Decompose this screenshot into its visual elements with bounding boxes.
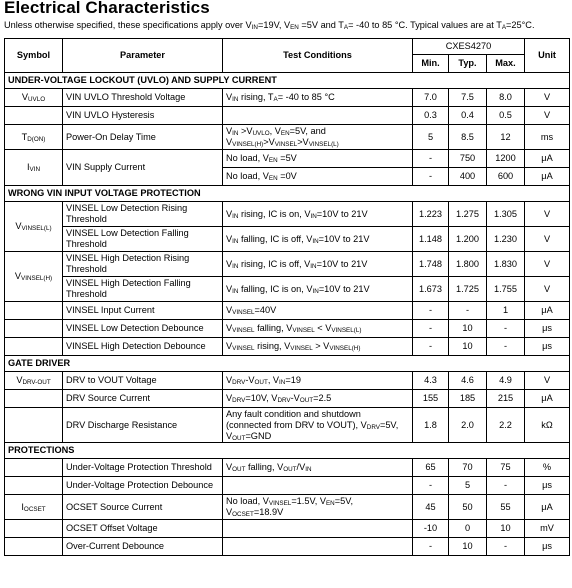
conditions-cell: $V_{OUT}$ falling, $V_{OUT}/V_{IN}$ <box>223 459 413 477</box>
max-cell: - <box>487 477 525 495</box>
min-cell: 1.748 <box>413 252 449 277</box>
min-cell: - <box>413 338 449 356</box>
unit-cell: V <box>525 372 570 390</box>
typ-cell: 2.0 <box>449 408 487 443</box>
section-title: UNDER-VOLTAGE LOCKOUT (UVLO) AND SUPPLY CURRENT <box>5 73 570 89</box>
min-cell: - <box>413 477 449 495</box>
max-cell: 600 <box>487 168 525 186</box>
parameter-cell: VIN UVLO Hysteresis <box>63 107 223 125</box>
typ-cell: - <box>449 302 487 320</box>
typ-cell: 10 <box>449 320 487 338</box>
min-cell: - <box>413 302 449 320</box>
conditions-cell: $V_{IN}$ rising, IC is off, $V_{IN}=10V$ to 21V <box>223 252 413 277</box>
min-cell: 0.3 <box>413 107 449 125</box>
parameter-cell: VINSEL High Detection Debounce <box>63 338 223 356</box>
symbol-cell <box>5 107 63 125</box>
device-header: CXES4270 <box>413 39 525 55</box>
max-cell: 75 <box>487 459 525 477</box>
min-cell: - <box>413 538 449 556</box>
table-row <box>5 390 570 408</box>
max-cell: 55 <box>487 495 525 520</box>
typ-cell: 750 <box>449 150 487 168</box>
conditions-cell: $V_{DRV}=10V$, $V_{DRV}-V_{OUT}=2.5$ <box>223 390 413 408</box>
typ-cell: 10 <box>449 338 487 356</box>
typ-cell: 50 <box>449 495 487 520</box>
min-cell: 1.673 <box>413 277 449 302</box>
min-cell: 45 <box>413 495 449 520</box>
typ-cell: 7.5 <box>449 89 487 107</box>
max-cell: 10 <box>487 520 525 538</box>
table-row <box>5 125 570 150</box>
symbol-cell <box>5 390 63 408</box>
parameter-cell: DRV Source Current <box>63 390 223 408</box>
typ-cell: 4.6 <box>449 372 487 390</box>
symbol-cell: $V_{VINSEL(H)}$ <box>5 252 63 302</box>
symbol-cell <box>5 320 63 338</box>
unit-cell: V <box>525 202 570 227</box>
conditions-cell: $V_{IN} >V_{UVLO}$, $V_{EN}=5V$, and $V_{VINSEL(H)}>V_{VINSEL}>V_{VINSEL(L)}$ <box>223 125 413 150</box>
unit-cell: μA <box>525 495 570 520</box>
table-row <box>5 302 570 320</box>
parameter-cell: VINSEL High Detection Rising Threshold <box>63 252 223 277</box>
typ-cell: 1.275 <box>449 202 487 227</box>
typ-cell: 8.5 <box>449 125 487 150</box>
conditions-cell: No load, $V_{EN} =5V$ <box>223 150 413 168</box>
table-row <box>5 277 570 302</box>
section-protections <box>5 443 570 459</box>
unit-cell: μA <box>525 150 570 168</box>
max-cell: - <box>487 338 525 356</box>
conditions-cell: $V_{DRV}-V_{OUT}$, $V_{IN}=19$ <box>223 372 413 390</box>
min-cell: - <box>413 320 449 338</box>
parameter-cell: OCSET Source Current <box>63 495 223 520</box>
unit-cell: % <box>525 459 570 477</box>
symbol-cell: $T_{D(ON)}$ <box>5 125 63 150</box>
col-symbol-header: Symbol <box>5 39 63 73</box>
col-parameter-header: Parameter <box>63 39 223 73</box>
conditions-cell: $V_{IN}$ rising, $T_A= -40$ to 85 °C <box>223 89 413 107</box>
max-cell: 2.2 <box>487 408 525 443</box>
max-cell: 215 <box>487 390 525 408</box>
parameter-cell: Under-Voltage Protection Debounce <box>63 477 223 495</box>
conditions-cell: $V_{IN}$ rising, IC is on, $V_{IN}=10V$ to 21V <box>223 202 413 227</box>
max-cell: - <box>487 320 525 338</box>
parameter-cell: VIN UVLO Threshold Voltage <box>63 89 223 107</box>
max-cell: 8.0 <box>487 89 525 107</box>
page-title: Electrical Characteristics <box>4 0 210 17</box>
table-row <box>5 202 570 227</box>
max-cell: 1.830 <box>487 252 525 277</box>
section-title: WRONG VIN INPUT VOLTAGE PROTECTION <box>5 186 570 202</box>
typ-cell: 0.4 <box>449 107 487 125</box>
symbol-cell: $V_{UVLO}$ <box>5 89 63 107</box>
conditions-cell: $V_{IN}$ falling, IC is on, $V_{IN}=10V$ to 21V <box>223 277 413 302</box>
typ-cell: 185 <box>449 390 487 408</box>
unit-cell: μs <box>525 320 570 338</box>
table-row <box>5 150 570 168</box>
max-cell: 12 <box>487 125 525 150</box>
section-title: GATE DRIVER <box>5 356 570 372</box>
max-cell: 1200 <box>487 150 525 168</box>
max-cell: 1.305 <box>487 202 525 227</box>
col-conditions-header: Test Conditions <box>223 39 413 73</box>
parameter-cell: Power-On Delay Time <box>63 125 223 150</box>
unit-cell: μs <box>525 538 570 556</box>
parameter-cell: Under-Voltage Protection Threshold <box>63 459 223 477</box>
conditions-cell: $V_{VINSEL}$ rising, $V_{VINSEL} > V_{VINSEL(H)}$ <box>223 338 413 356</box>
max-cell: 1.755 <box>487 277 525 302</box>
parameter-cell: VIN Supply Current <box>63 150 223 186</box>
min-cell: 65 <box>413 459 449 477</box>
unit-cell: μA <box>525 390 570 408</box>
symbol-cell <box>5 459 63 477</box>
table-row <box>5 520 570 538</box>
symbol-cell: $I_{OCSET}$ <box>5 495 63 520</box>
conditions-cell <box>223 520 413 538</box>
table-row <box>5 338 570 356</box>
unit-cell: μA <box>525 168 570 186</box>
parameter-cell: DRV Discharge Resistance <box>63 408 223 443</box>
unit-cell: ms <box>525 125 570 150</box>
conditions-cell: $V_{VINSEL}$ falling, $V_{VINSEL} < V_{VINSEL(L)}$ <box>223 320 413 338</box>
typ-cell: 5 <box>449 477 487 495</box>
min-cell: 7.0 <box>413 89 449 107</box>
unit-cell: V <box>525 277 570 302</box>
symbol-cell: $V_{DRV-OUT}$ <box>5 372 63 390</box>
table-row <box>5 408 570 443</box>
col-unit-header: Unit <box>525 39 570 73</box>
max-cell: 0.5 <box>487 107 525 125</box>
header-row <box>5 39 570 55</box>
symbol-cell <box>5 408 63 443</box>
unit-cell: μs <box>525 477 570 495</box>
conditions-cell: No load, $V_{VINSEL}=1.5V$, $V_{EN}=5V$, $V_{OCSET}=18.9V$ <box>223 495 413 520</box>
typ-cell: 1.800 <box>449 252 487 277</box>
conditions-cell <box>223 538 413 556</box>
table-row <box>5 227 570 252</box>
typ-cell: 70 <box>449 459 487 477</box>
conditions-cell: Any fault condition and shutdown (connected from DRV to VOUT), $V_{DRV}=5V$, $V_{OUT}=GND$ <box>223 408 413 443</box>
unit-cell: V <box>525 252 570 277</box>
symbol-cell: $V_{VINSEL(L)}$ <box>5 202 63 252</box>
section-title: PROTECTIONS <box>5 443 570 459</box>
min-cell: 5 <box>413 125 449 150</box>
table-row <box>5 495 570 520</box>
unit-cell: μA <box>525 302 570 320</box>
conditions-cell: No load, $V_{EN} =0V$ <box>223 168 413 186</box>
parameter-cell: Over-Current Debounce <box>63 538 223 556</box>
col-min-header: Min. <box>413 55 449 73</box>
unit-cell: V <box>525 227 570 252</box>
min-cell: 1.148 <box>413 227 449 252</box>
typ-cell: 10 <box>449 538 487 556</box>
max-cell: 1 <box>487 302 525 320</box>
min-cell: 1.223 <box>413 202 449 227</box>
symbol-cell <box>5 302 63 320</box>
min-cell: 155 <box>413 390 449 408</box>
max-cell: 4.9 <box>487 372 525 390</box>
symbol-cell <box>5 520 63 538</box>
electrical-characteristics-table <box>4 38 570 556</box>
min-cell: -10 <box>413 520 449 538</box>
max-cell: - <box>487 538 525 556</box>
max-cell: 1.230 <box>487 227 525 252</box>
conditions-cell <box>223 107 413 125</box>
unit-cell: kΩ <box>525 408 570 443</box>
parameter-cell: VINSEL Input Current <box>63 302 223 320</box>
min-cell: - <box>413 150 449 168</box>
table-row <box>5 477 570 495</box>
symbol-cell <box>5 338 63 356</box>
conditions-cell: $V_{VINSEL}=40V$ <box>223 302 413 320</box>
symbol-cell <box>5 477 63 495</box>
conditions-note: Unless otherwise specified, these specifications apply over $V_{IN}=19V$, $V_{EN} =5V$ and $T_A= -40$ to 85 °C. Typical values are at $T_A=25^\circ C$. <box>4 20 535 31</box>
section-gate-driver <box>5 356 570 372</box>
col-typ-header: Typ. <box>449 55 487 73</box>
typ-cell: 0 <box>449 520 487 538</box>
section-wrong-vin <box>5 186 570 202</box>
unit-cell: mV <box>525 520 570 538</box>
table-row <box>5 459 570 477</box>
table-row <box>5 107 570 125</box>
typ-cell: 1.200 <box>449 227 487 252</box>
unit-cell: V <box>525 89 570 107</box>
conditions-cell <box>223 477 413 495</box>
symbol-cell: $I_{VIN}$ <box>5 150 63 186</box>
conditions-cell: $V_{IN}$ falling, IC is off, $V_{IN}=10V$ to 21V <box>223 227 413 252</box>
min-cell: 1.8 <box>413 408 449 443</box>
typ-cell: 400 <box>449 168 487 186</box>
parameter-cell: VINSEL Low Detection Debounce <box>63 320 223 338</box>
unit-cell: μs <box>525 338 570 356</box>
min-cell: 4.3 <box>413 372 449 390</box>
table-row <box>5 320 570 338</box>
col-max-header: Max. <box>487 55 525 73</box>
min-cell: - <box>413 168 449 186</box>
parameter-cell: VINSEL High Detection Falling Threshold <box>63 277 223 302</box>
parameter-cell: OCSET Offset Voltage <box>63 520 223 538</box>
symbol-cell <box>5 538 63 556</box>
table-row <box>5 538 570 556</box>
parameter-cell: DRV to VOUT Voltage <box>63 372 223 390</box>
table-row <box>5 89 570 107</box>
table-row <box>5 372 570 390</box>
section-uvlo <box>5 73 570 89</box>
unit-cell: V <box>525 107 570 125</box>
typ-cell: 1.725 <box>449 277 487 302</box>
parameter-cell: VINSEL Low Detection Falling Threshold <box>63 227 223 252</box>
parameter-cell: VINSEL Low Detection Rising Threshold <box>63 202 223 227</box>
table-row <box>5 252 570 277</box>
